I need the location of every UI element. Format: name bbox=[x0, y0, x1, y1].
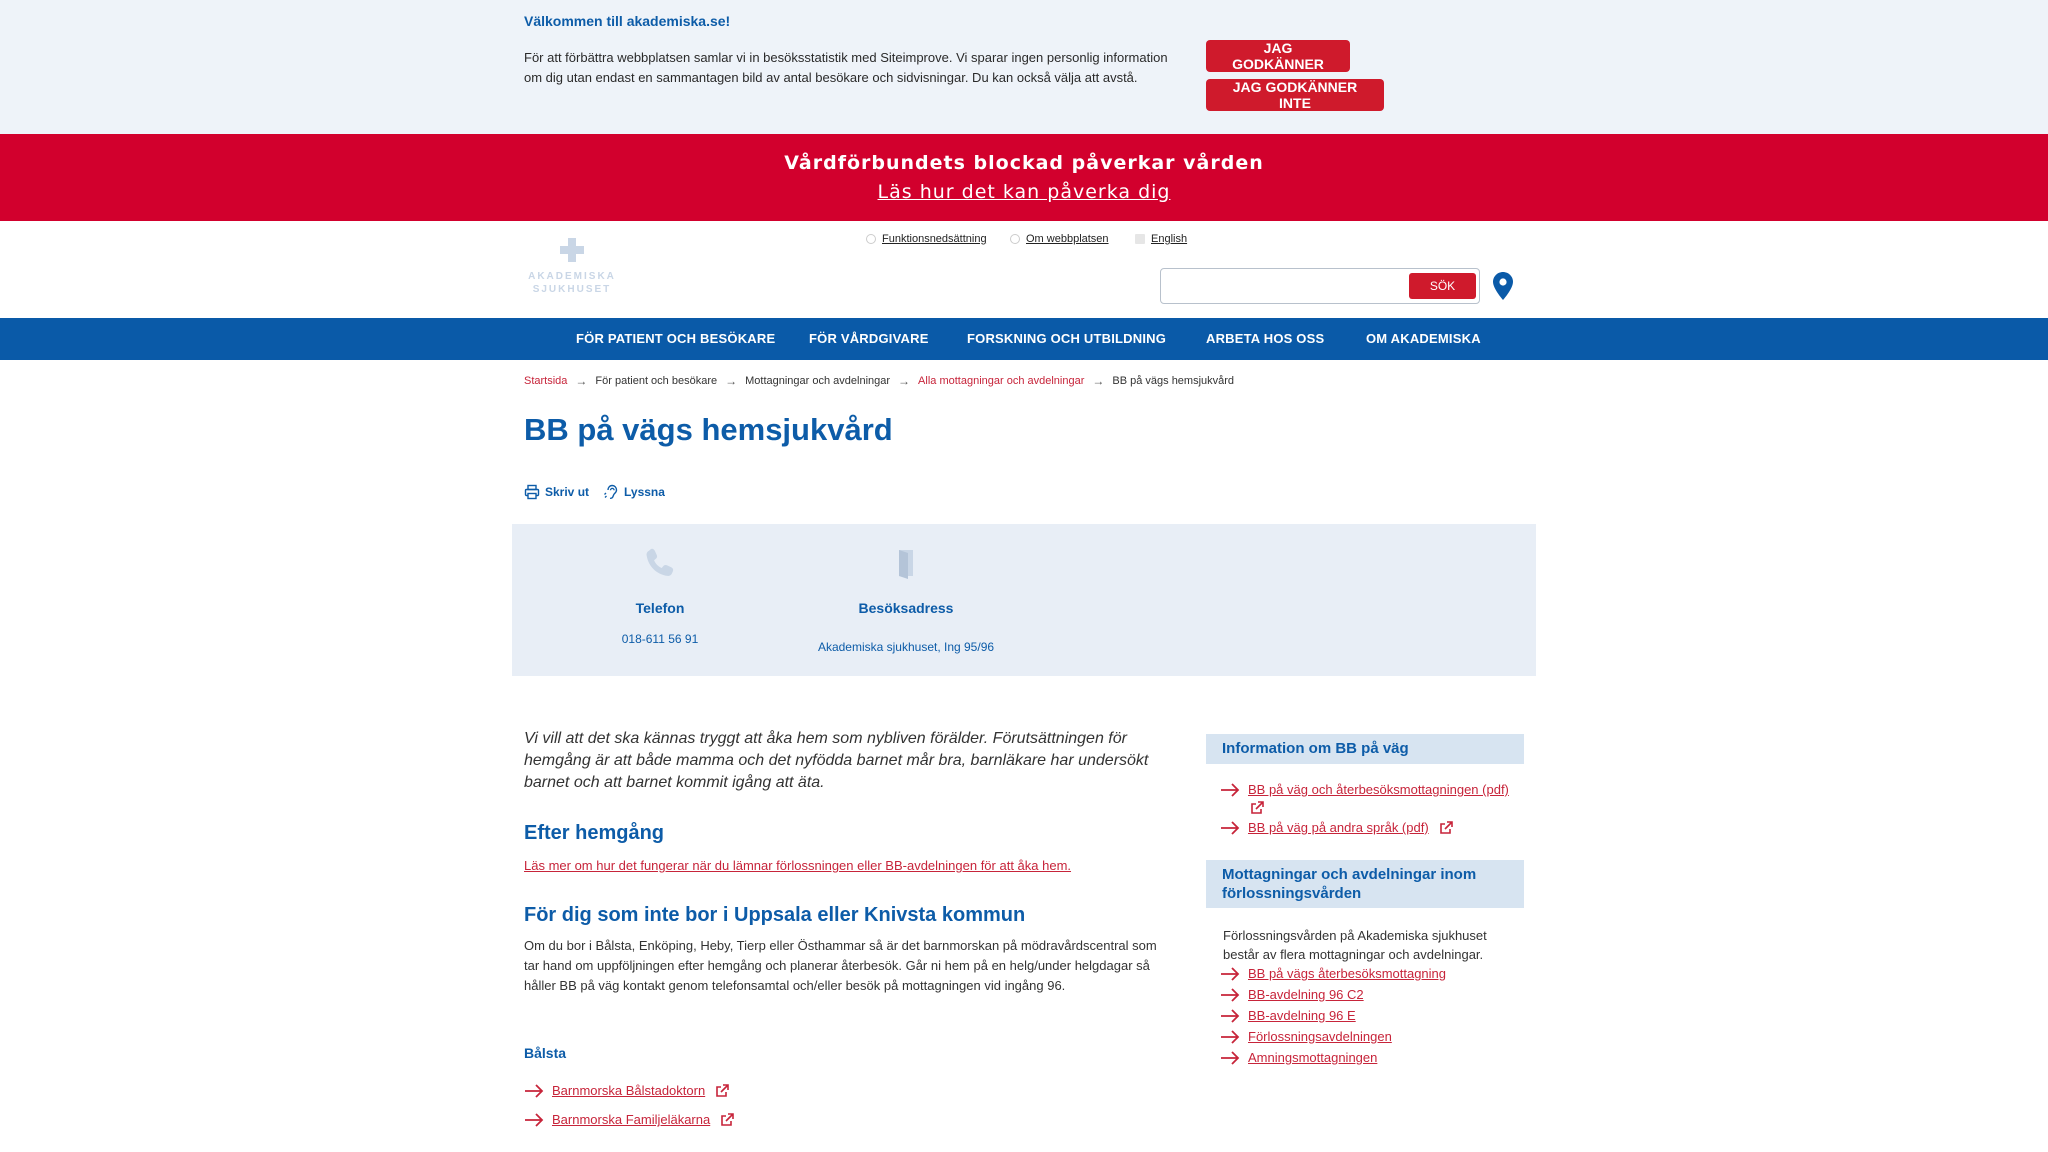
list-item bbox=[1220, 1008, 1356, 1023]
balsta-link-1[interactable]: Barnmorska Bålstadoktorn bbox=[552, 1083, 706, 1098]
list-item bbox=[524, 1083, 729, 1098]
balsta-link-2[interactable]: Barnmorska Familjeläkarna bbox=[552, 1112, 711, 1127]
outside-heading: För dig som inte bor i Uppsala eller Knivsta kommun bbox=[524, 904, 1026, 926]
logo-text bbox=[524, 270, 620, 296]
accessibility-icon bbox=[866, 234, 876, 244]
arrow-right-icon: → bbox=[575, 374, 588, 388]
address-block bbox=[796, 524, 1016, 676]
map-pin-icon[interactable] bbox=[1493, 272, 1513, 300]
external-link-icon bbox=[720, 1113, 734, 1127]
search-button[interactable]: SÖK bbox=[1409, 273, 1476, 299]
address-value: Akademiska sjukhuset, Ing 95/96 bbox=[817, 640, 995, 654]
sidebar-unit-link-5[interactable]: Amningsmottagningen bbox=[1248, 1050, 1378, 1065]
breadcrumb-alla-mottagningar[interactable]: Alla mottagningar och avdelningar bbox=[918, 375, 1085, 387]
breadcrumb-patient[interactable]: För patient och besökare bbox=[595, 375, 718, 387]
nav-om-akademiska[interactable]: OM AKADEMISKA bbox=[1366, 331, 1481, 346]
phone-label: Telefon bbox=[635, 600, 685, 616]
sidebar-unit-link-2[interactable]: BB-avdelning 96 C2 bbox=[1248, 987, 1364, 1002]
listen-button[interactable] bbox=[603, 484, 665, 500]
door-icon bbox=[889, 546, 923, 580]
list-item bbox=[1220, 966, 1446, 981]
list-item bbox=[1220, 1029, 1392, 1044]
ear-icon bbox=[603, 484, 619, 500]
site-logo[interactable] bbox=[524, 236, 620, 300]
accept-cookies-button[interactable]: JAG GODKÄNNER bbox=[1206, 40, 1350, 72]
after-discharge-link[interactable]: Läs mer om hur det fungerar när du lämnar förlossningen eller BB-avdelningen för att åka hem. bbox=[524, 858, 1072, 873]
sidebar-info-link-1[interactable]: BB på väg och återbesöksmottagningen (pdf) bbox=[1248, 782, 1509, 797]
alert-title: Vårdförbundets blockad påverkar vården bbox=[784, 152, 1264, 174]
english-label: English bbox=[1151, 233, 1188, 245]
sidebar-unit-link-1[interactable]: BB på vägs återbesöksmottagning bbox=[1248, 966, 1447, 981]
breadcrumb-current: BB på vägs hemsjukvård bbox=[1112, 375, 1235, 387]
listen-label: Lyssna bbox=[624, 485, 665, 499]
balsta-heading: Bålsta bbox=[524, 1045, 567, 1061]
decline-cookies-button[interactable]: JAG GODKÄNNER INTE bbox=[1206, 79, 1384, 111]
logo-line-2: SJUKHUSET bbox=[532, 284, 612, 295]
breadcrumb-startsida[interactable]: Startsida bbox=[524, 375, 568, 387]
sidebar-info-heading: Information om BB på väg bbox=[1206, 734, 1524, 764]
arrow-right-icon bbox=[1220, 1051, 1240, 1065]
list-item bbox=[1220, 780, 1528, 818]
after-link-wrap bbox=[524, 857, 1071, 875]
nav-vardgivare[interactable]: FÖR VÅRDGIVARE bbox=[809, 331, 929, 346]
breadcrumb bbox=[524, 374, 1234, 388]
arrow-right-icon: → bbox=[1092, 374, 1105, 388]
nav-forskning[interactable]: FORSKNING OCH UTBILDNING bbox=[967, 331, 1167, 346]
alert-link[interactable]: Läs hur det kan påverka dig bbox=[877, 181, 1171, 203]
page-tools bbox=[524, 484, 665, 500]
external-link-icon bbox=[715, 1084, 729, 1098]
arrow-right-icon bbox=[1220, 783, 1240, 797]
external-link-icon bbox=[1250, 801, 1264, 815]
cookie-text: För att förbättra webbplatsen samlar vi in besöksstatistik med Siteimprove. Vi sparar ingen personlig information om dig utan endast en sammantagen bild av antal besökare och sidvisningar. Du kan också välja att avstå. bbox=[524, 50, 1168, 85]
arrow-right-icon bbox=[524, 1113, 544, 1127]
cross-logo-icon bbox=[560, 238, 584, 262]
sidebar-info-link-1-wrap bbox=[1248, 780, 1528, 818]
arrow-right-icon bbox=[1220, 1009, 1240, 1023]
arrow-right-icon bbox=[1220, 988, 1240, 1002]
alert-banner bbox=[0, 134, 2048, 221]
nav-patient[interactable]: FÖR PATIENT OCH BESÖKARE bbox=[576, 331, 776, 346]
external-link-icon bbox=[1439, 821, 1453, 835]
sidebar-units-heading: Mottagningar och avdelningar inom förlossningsvården bbox=[1206, 860, 1524, 908]
phone-number[interactable]: 018-611 56 91 bbox=[621, 632, 699, 646]
intro-text: Vi vill att det ska kännas tryggt att åka hem som nybliven förälder. Förutsättningen för hemgång är att både mamma och det nyfödda barnet mår bra, barnläkare har undersökt barnet och att barnet kommit igång att äta. bbox=[524, 730, 1149, 791]
sidebar-info-link-2[interactable]: BB på väg på andra språk (pdf) bbox=[1248, 820, 1429, 835]
english-link[interactable] bbox=[1135, 233, 1187, 245]
print-button[interactable] bbox=[524, 484, 589, 500]
phone-block bbox=[584, 524, 736, 676]
accessibility-link[interactable] bbox=[866, 233, 987, 245]
list-item bbox=[1220, 1050, 1377, 1065]
after-heading: Efter hemgång bbox=[524, 822, 665, 844]
info-icon bbox=[1010, 234, 1020, 244]
cookie-title: Välkommen till akademiska.se! bbox=[524, 13, 731, 29]
main-navigation bbox=[0, 318, 2048, 360]
cookie-banner bbox=[0, 0, 2048, 134]
print-label: Skriv ut bbox=[545, 485, 590, 499]
nav-arbeta[interactable]: ARBETA HOS OSS bbox=[1206, 331, 1325, 346]
sidebar-unit-link-4[interactable]: Förlossningsavdelningen bbox=[1248, 1029, 1392, 1044]
arrow-right-icon bbox=[1220, 967, 1240, 981]
contact-info-band bbox=[512, 524, 1536, 676]
sidebar-units-text: Förlossningsvården på Akademiska sjukhuset består av flera mottagningar och avdelningar. bbox=[1223, 928, 1487, 962]
arrow-right-icon bbox=[1220, 1030, 1240, 1044]
breadcrumb-mottagningar[interactable]: Mottagningar och avdelningar bbox=[745, 375, 891, 387]
logo-line-1: AKADEMISKA bbox=[528, 271, 616, 282]
arrow-right-icon: → bbox=[898, 374, 911, 388]
page-title: BB på vägs hemsjukvård bbox=[524, 412, 893, 447]
accessibility-label: Funktionsnedsättning bbox=[882, 233, 987, 245]
about-site-label: Om webbplatsen bbox=[1026, 233, 1109, 245]
arrow-right-icon bbox=[524, 1084, 544, 1098]
address-label: Besöksadress bbox=[858, 600, 954, 616]
printer-icon bbox=[524, 484, 540, 500]
list-item bbox=[1220, 820, 1453, 835]
about-site-link[interactable] bbox=[1010, 233, 1109, 245]
flag-icon bbox=[1135, 234, 1145, 244]
arrow-right-icon bbox=[1220, 821, 1240, 835]
sidebar-unit-link-3[interactable]: BB-avdelning 96 E bbox=[1248, 1008, 1356, 1023]
list-item bbox=[1220, 987, 1364, 1002]
arrow-right-icon: → bbox=[725, 374, 738, 388]
outside-text: Om du bor i Bålsta, Enköping, Heby, Tierp eller Östhammar så är det barnmorskan på mödravårdscentral som tar hand om uppföljningen efter hemgång och planerar återbesök. Går ni hem på en helg/under helgdagar så håller BB på väg kontakt genom telefonsamtal och/eller besök på mottagningen vid ingång 96. bbox=[524, 938, 1157, 993]
phone-icon bbox=[643, 546, 677, 580]
list-item bbox=[524, 1112, 734, 1127]
